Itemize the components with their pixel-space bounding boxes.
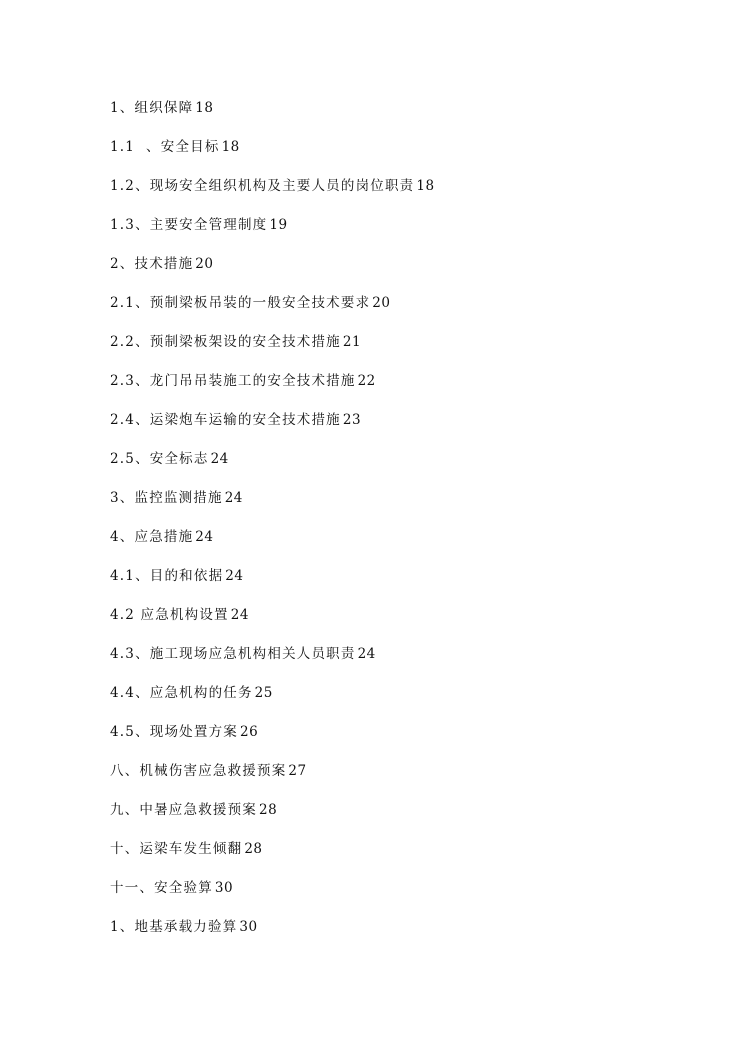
toc-entry-title: 3、监控监测措施 xyxy=(110,490,223,506)
toc-entry-page: 20 xyxy=(195,256,214,272)
toc-entry[interactable] xyxy=(110,644,710,683)
toc-entry-title: 1、地基承载力验算 xyxy=(110,919,238,935)
toc-entry-title: 1.1 、安全目标 xyxy=(110,139,220,155)
toc-entry[interactable] xyxy=(110,254,710,293)
toc-entry[interactable] xyxy=(110,800,710,839)
toc-entry[interactable] xyxy=(110,449,710,488)
toc-entry-page: 20 xyxy=(372,295,391,311)
toc-entry-title: 八、机械伤害应急救援预案 xyxy=(110,763,287,779)
toc-entry-page: 22 xyxy=(357,373,376,389)
toc-entry[interactable] xyxy=(110,527,710,566)
toc-entry-title: 4.2 应急机构设置 xyxy=(110,607,229,623)
toc-entry[interactable] xyxy=(110,137,710,176)
toc-entry-page: 24 xyxy=(210,451,229,467)
toc-entry-title: 2.2、预制梁板架设的安全技术措施 xyxy=(110,334,341,350)
toc-entry-page: 28 xyxy=(259,802,278,818)
toc-entry[interactable] xyxy=(110,332,710,371)
table-of-contents xyxy=(110,98,710,956)
toc-entry-page: 24 xyxy=(225,568,244,584)
toc-entry[interactable] xyxy=(110,176,710,215)
toc-entry[interactable] xyxy=(110,839,710,878)
toc-entry-page: 24 xyxy=(357,646,376,662)
toc-entry[interactable] xyxy=(110,761,710,800)
toc-entry-page: 25 xyxy=(254,685,273,701)
toc-entry-title: 1、组织保障 xyxy=(110,100,194,116)
toc-entry-title: 1.2、现场安全组织机构及主要人员的岗位职责 xyxy=(110,178,415,194)
toc-entry-page: 21 xyxy=(342,334,362,350)
toc-entry[interactable] xyxy=(110,605,710,644)
toc-entry-title: 4.1、目的和依据 xyxy=(110,568,224,584)
toc-entry-title: 2、技术措施 xyxy=(110,256,194,272)
toc-entry-page: 18 xyxy=(416,178,435,194)
toc-entry[interactable] xyxy=(110,215,710,254)
toc-entry-title: 2.1、预制梁板吊装的一般安全技术要求 xyxy=(110,295,371,311)
toc-entry-page: 28 xyxy=(244,841,263,857)
toc-entry[interactable] xyxy=(110,98,710,137)
toc-entry-page: 18 xyxy=(221,139,240,155)
toc-entry-page: 23 xyxy=(342,412,362,428)
toc-entry[interactable] xyxy=(110,683,710,722)
toc-entry-page: 24 xyxy=(224,490,243,506)
toc-entry[interactable] xyxy=(110,722,710,761)
toc-entry-title: 2.3、龙门吊吊装施工的安全技术措施 xyxy=(110,373,356,389)
toc-entry-page: 18 xyxy=(195,100,214,116)
toc-entry-page: 30 xyxy=(214,880,234,896)
toc-entry-page: 19 xyxy=(269,217,288,233)
toc-entry-page: 30 xyxy=(239,919,258,935)
toc-entry-title: 十一、安全验算 xyxy=(110,880,213,896)
toc-entry[interactable] xyxy=(110,488,710,527)
toc-entry-title: 2.4、运梁炮车运输的安全技术措施 xyxy=(110,412,341,428)
toc-entry-page: 24 xyxy=(230,607,249,623)
toc-entry-title: 1.3、主要安全管理制度 xyxy=(110,217,268,233)
toc-entry-title: 4.5、现场处置方案 xyxy=(110,724,238,740)
toc-entry[interactable] xyxy=(110,410,710,449)
toc-entry[interactable] xyxy=(110,293,710,332)
toc-entry-page: 26 xyxy=(239,724,259,740)
toc-entry[interactable] xyxy=(110,566,710,605)
toc-entry-title: 2.5、安全标志 xyxy=(110,451,209,467)
toc-entry-title: 4、应急措施 xyxy=(110,529,194,545)
toc-entry-title: 4.3、施工现场应急机构相关人员职责 xyxy=(110,646,356,662)
toc-entry-page: 24 xyxy=(195,529,214,545)
toc-entry[interactable] xyxy=(110,878,710,917)
toc-entry-title: 4.4、应急机构的任务 xyxy=(110,685,253,701)
toc-entry-page: 27 xyxy=(288,763,307,779)
toc-entry-title: 九、中暑应急救援预案 xyxy=(110,802,257,818)
toc-entry-title: 十、运梁车发生倾翻 xyxy=(110,841,243,857)
toc-entry[interactable] xyxy=(110,371,710,410)
toc-entry[interactable] xyxy=(110,917,710,956)
